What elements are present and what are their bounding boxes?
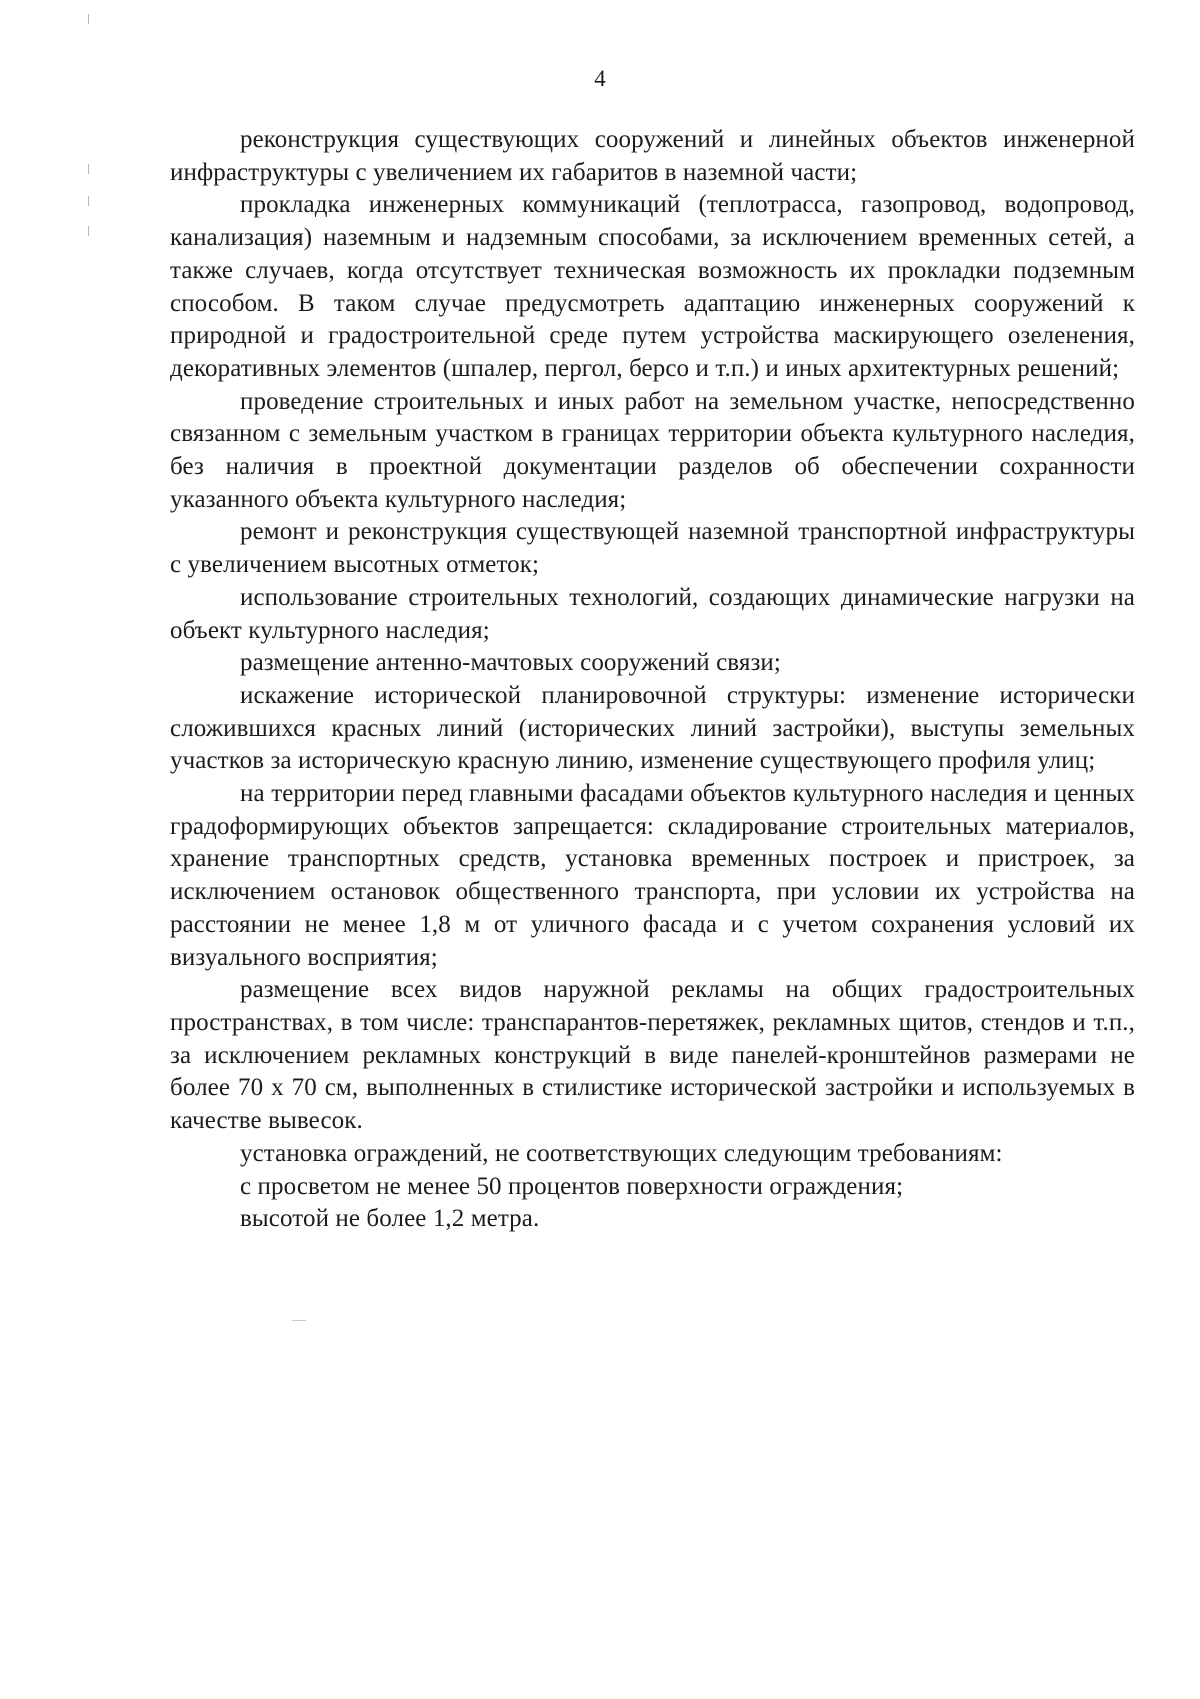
paragraph: установка ограждений, не соответствующих следующим требованиям: [240,1139,1003,1167]
paragraph: проведение строительных и иных работ на земельном участке, непосредственно связанном с земельным участком в границах территории объекта культурного наследия, без наличия в проектной документации разделов об обеспечении сохранности указанного объекта культурного наследия; [170,387,1135,513]
paragraph: прокладка инженерных коммуникаций (теплотрасса, газопровод, водопровод, канализация) наземным и надземным способами, за исключением временных сетей, а также случаев, когда отсутствует техническая возможность их прокладки подземным способом. В таком случае предусмотреть адаптацию инженерных сооружений к природной и градостроительной среде путем устройства маскирующего озеленения, декоративных элементов (шпалер, пергол, берсо и т.п.) и иных архитектурных решений; [170,191,1135,382]
paragraph: использование строительных технологий, создающих динамические нагрузки на объект культурного наследия; [170,583,1135,644]
scan-artifact [88,196,89,206]
paragraph: реконструкция существующих сооружений и линейных объектов инженерной инфраструктуры с увеличением их габаритов в наземной части; [170,126,1135,186]
paragraph: ремонт и реконструкция существующей наземной транспортной инфраструктуры с увеличением высотных отметок; [170,518,1135,579]
paragraph: размещение антенно-мачтовых сооружений связи; [240,649,781,677]
paragraph: размещение всех видов наружной рекламы на общих градостроительных пространствах, в том числе: транспарантов-перетяжек, рекламных щитов, стендов и т.п., за исключением рекламных конструкций в виде панелей-кронштейнов размерами не более 70 х 70 см, выполненных в стилистике исторической застройки и используемых в качестве вывесок. [170,976,1135,1135]
document-body [170,124,1135,1236]
page-number: 4 [594,66,606,91]
paragraph: искажение исторической планировочной структуры: изменение исторически сложившихся красных линий (исторических линий застройки), выступы земельных участков за историческую красную линию, изменение существующего профиля улиц; [170,681,1135,775]
paragraph: на территории перед главными фасадами объектов культурного наследия и ценных градоформирующих объектов запрещается: складирование строительных материалов, хранение транспортных средств, установка временных построек и пристроек, за исключением остановок общественного транспорта, при условии их устройства на расстоянии не менее 1,8 м от уличного фасада и с учетом сохранения условий их визуального восприятия; [170,780,1135,971]
paragraph: с просветом не менее 50 процентов поверхности ограждения; [240,1172,904,1200]
scan-artifact [88,226,89,236]
scan-artifact [88,164,89,174]
paragraph: высотой не более 1,2 метра. [240,1205,540,1233]
scan-artifact [292,1320,306,1321]
scan-artifact [88,14,89,24]
